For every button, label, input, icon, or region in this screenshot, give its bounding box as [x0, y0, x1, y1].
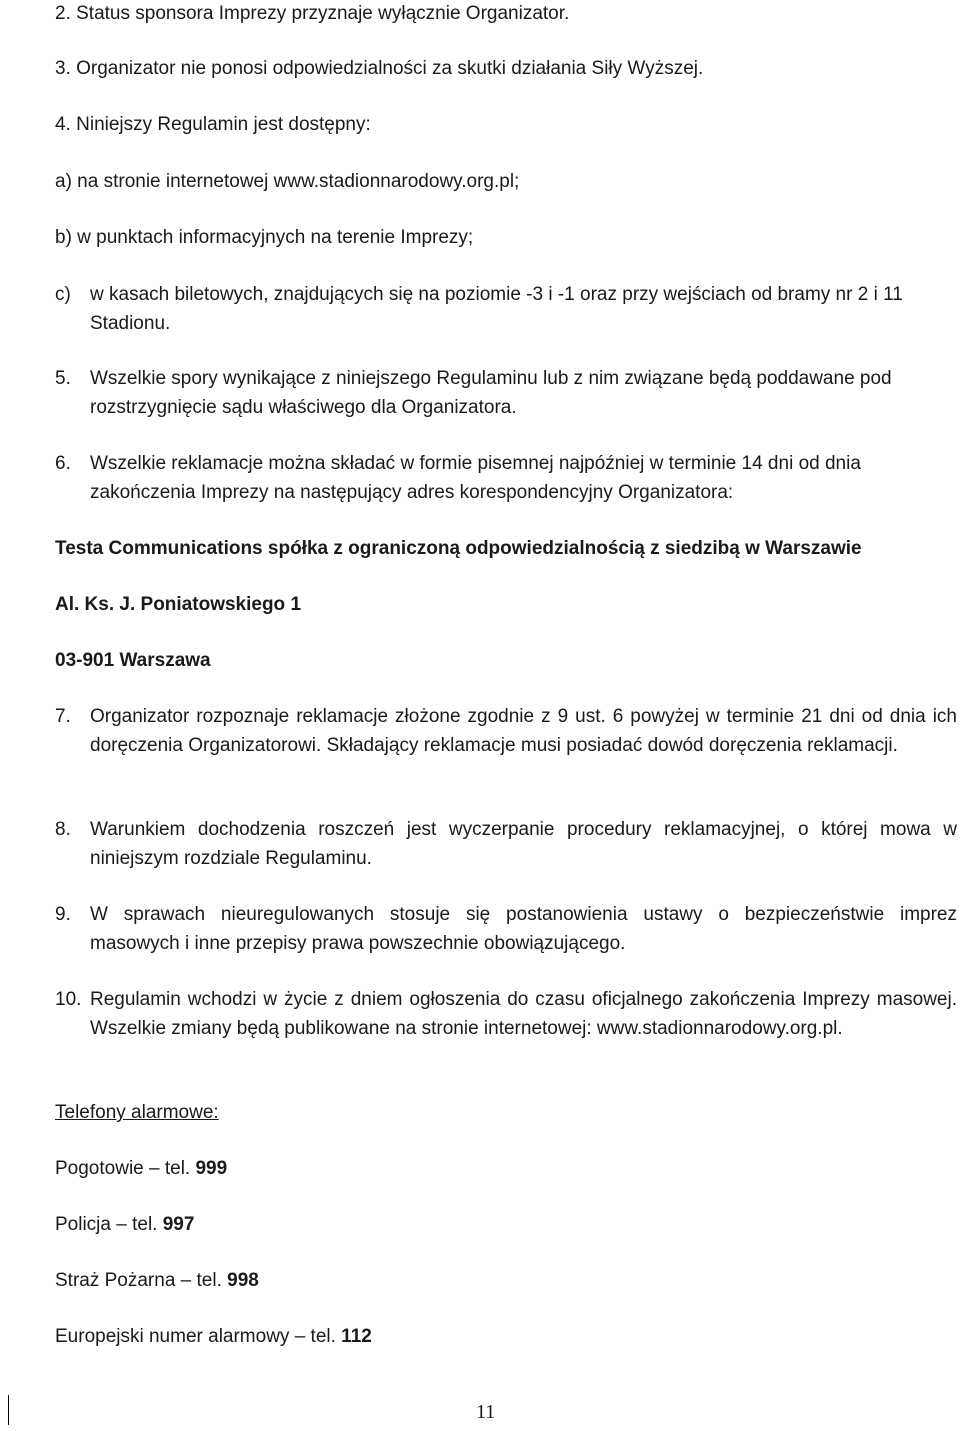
item-10	[55, 986, 957, 1043]
address-street: Al. Ks. J. Poniatowskiego 1	[55, 594, 302, 615]
item-7-text: Organizator rozpoznaje reklamacje złożone zgodnie z 9 ust. 6 powyżej w terminie 21 dni od dnia ich doręczenia Organizatorowi. Składający reklamacje musi posiadać dowód doręczenia reklamacji.	[90, 706, 957, 756]
item-6-number: 6.	[55, 453, 71, 474]
address-company: Testa Communications spółka z ograniczoną odpowiedzialnością z siedzibą w Warszawie	[55, 538, 862, 559]
item-4c	[55, 281, 957, 338]
address-city: 03-901 Warszawa	[55, 650, 211, 671]
item-4c-text: w kasach biletowych, znajdujących się na poziomie -3 i -1 oraz przy wejściach od bramy nr 2 i 11 Stadionu.	[90, 284, 903, 334]
item-7	[55, 703, 957, 760]
item-6	[55, 450, 957, 507]
margin-bar	[8, 1395, 9, 1425]
police-label: Policja – tel.	[55, 1214, 158, 1235]
item-5	[55, 365, 957, 422]
item-8-number: 8.	[55, 819, 71, 840]
item-4b: b) w punktach informacyjnych na terenie Imprezy;	[55, 227, 474, 248]
item-5-text: Wszelkie spory wynikające z niniejszego Regulaminu lub z nim związane będą poddawane pod rozstrzygnięcie sądu właściwego dla Organizatora.	[90, 368, 892, 418]
emergency-ambulance	[55, 1155, 227, 1183]
police-number: 997	[162, 1214, 195, 1235]
item-7-number: 7.	[55, 706, 71, 727]
ambulance-number: 999	[195, 1158, 228, 1179]
item-4: 4. Niniejszy Regulamin jest dostępny:	[55, 114, 371, 135]
item-5-number: 5.	[55, 368, 71, 389]
item-9-text: W sprawach nieuregulowanych stosuje się postanowienia ustawy o bezpieczeństwie imprez masowych i inne przepisy prawa powszechnie obowiązującego.	[90, 904, 957, 954]
item-10-text: Regulamin wchodzi w życie z dniem ogłoszenia do czasu oficjalnego zakończenia Imprezy masowej. Wszelkie zmiany będą publikowane na stronie internetowej: www.stadionnarodowy.org.pl.	[90, 989, 957, 1039]
emergency-heading: Telefony alarmowe:	[55, 1102, 219, 1123]
eu-label: Europejski numer alarmowy – tel.	[55, 1326, 336, 1347]
item-9	[55, 901, 957, 958]
item-9-number: 9.	[55, 904, 71, 925]
item-8-text: Warunkiem dochodzenia roszczeń jest wyczerpanie procedury reklamacyjnej, o której mowa w niniejszym rozdziale Regulaminu.	[90, 819, 957, 869]
page-number: 11	[476, 1401, 496, 1423]
emergency-eu	[55, 1323, 372, 1351]
item-6-text: Wszelkie reklamacje można składać w formie pisemnej najpóźniej w terminie 14 dni od dnia zakończenia Imprezy na następujący adres korespondencyjny Organizatora:	[90, 453, 861, 503]
emergency-police	[55, 1211, 194, 1239]
item-10-number: 10.	[55, 989, 82, 1010]
item-3: 3. Organizator nie ponosi odpowiedzialności za skutki działania Siły Wyższej.	[55, 58, 704, 79]
item-4c-marker: c)	[55, 284, 71, 305]
fire-label: Straż Pożarna – tel.	[55, 1270, 222, 1291]
ambulance-label: Pogotowie – tel.	[55, 1158, 191, 1179]
item-2: 2. Status sponsora Imprezy przyznaje wyłącznie Organizator.	[55, 3, 570, 24]
fire-number: 998	[227, 1270, 259, 1291]
eu-number: 112	[341, 1326, 372, 1347]
emergency-fire	[55, 1267, 259, 1295]
item-4a: a) na stronie internetowej www.stadionnarodowy.org.pl;	[55, 171, 520, 192]
item-8	[55, 816, 957, 873]
